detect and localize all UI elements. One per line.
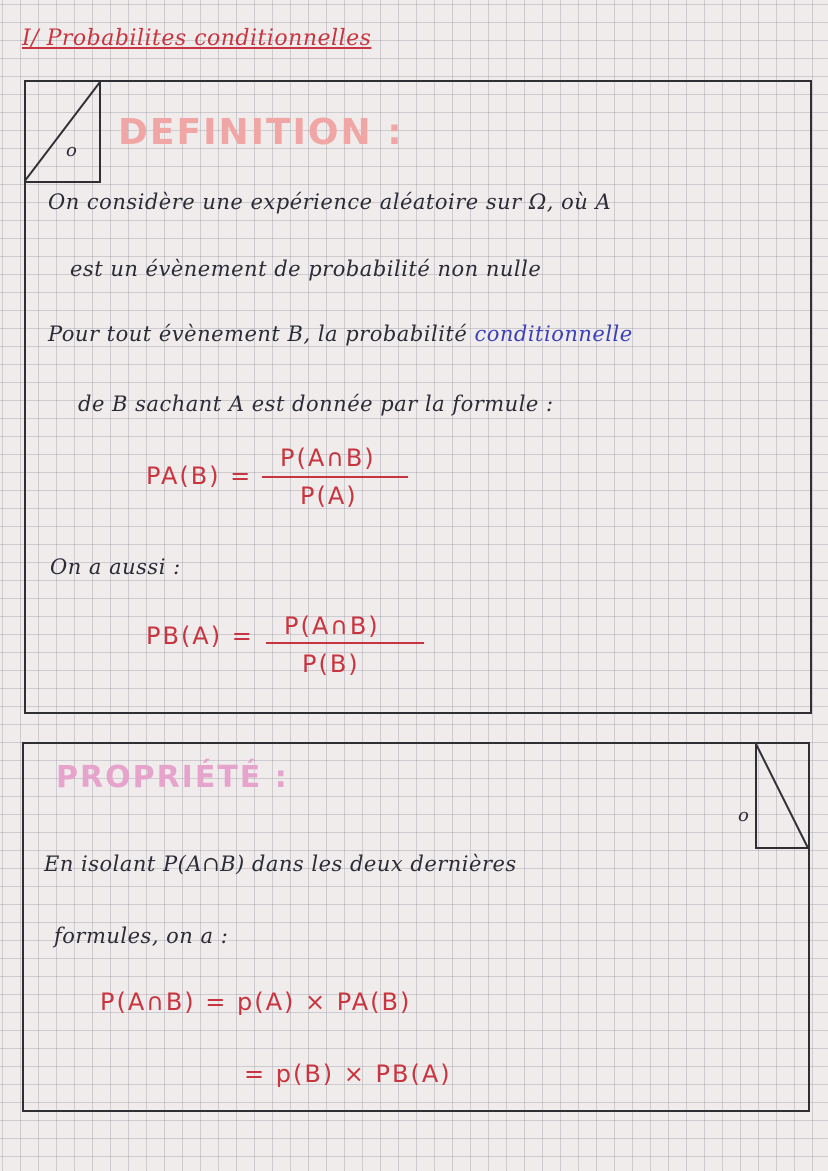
- property-corner-fold: [730, 742, 810, 852]
- formula-2-fraction-bar: [266, 642, 424, 644]
- also-label: On a aussi :: [50, 555, 181, 579]
- definition-corner-fold: [24, 80, 104, 184]
- property-equation-2: = p(B) × PB(A): [244, 1060, 452, 1088]
- property-title: PROPRIÉTÉ :: [56, 760, 289, 795]
- formula-1-fraction-bar: [262, 476, 408, 478]
- property-line-1: En isolant P(A∩B) dans les deux dernières: [44, 852, 517, 876]
- formula-2-denominator: P(B): [302, 650, 360, 678]
- definition-line-3: [48, 322, 633, 346]
- property-equation-1: P(A∩B) = p(A) × PA(B): [100, 988, 412, 1016]
- section-title: I/ Probabilites conditionnelles: [22, 26, 372, 51]
- definition-corner-mark: o: [66, 140, 78, 161]
- formula-2-numerator: P(A∩B): [284, 612, 380, 640]
- formula-1-denominator: P(A): [300, 482, 358, 510]
- definition-title: DEFINITION :: [118, 112, 404, 153]
- definition-line-3b: conditionnelle: [474, 322, 633, 346]
- definition-line-3a: Pour tout évènement B, la probabilité: [48, 322, 468, 346]
- formula-1-numerator: P(A∩B): [280, 444, 376, 472]
- property-corner-mark: o: [738, 805, 750, 826]
- formula-1-lhs: PA(B) =: [146, 462, 253, 490]
- property-line-2: formules, on a :: [54, 924, 229, 948]
- formula-2-lhs: PB(A) =: [146, 622, 254, 650]
- definition-line-2: est un évènement de probabilité non nulle: [70, 257, 542, 281]
- definition-line-4: de B sachant A est donnée par la formule :: [78, 392, 554, 416]
- definition-line-1: On considère une expérience aléatoire sur Ω, où A: [48, 190, 612, 214]
